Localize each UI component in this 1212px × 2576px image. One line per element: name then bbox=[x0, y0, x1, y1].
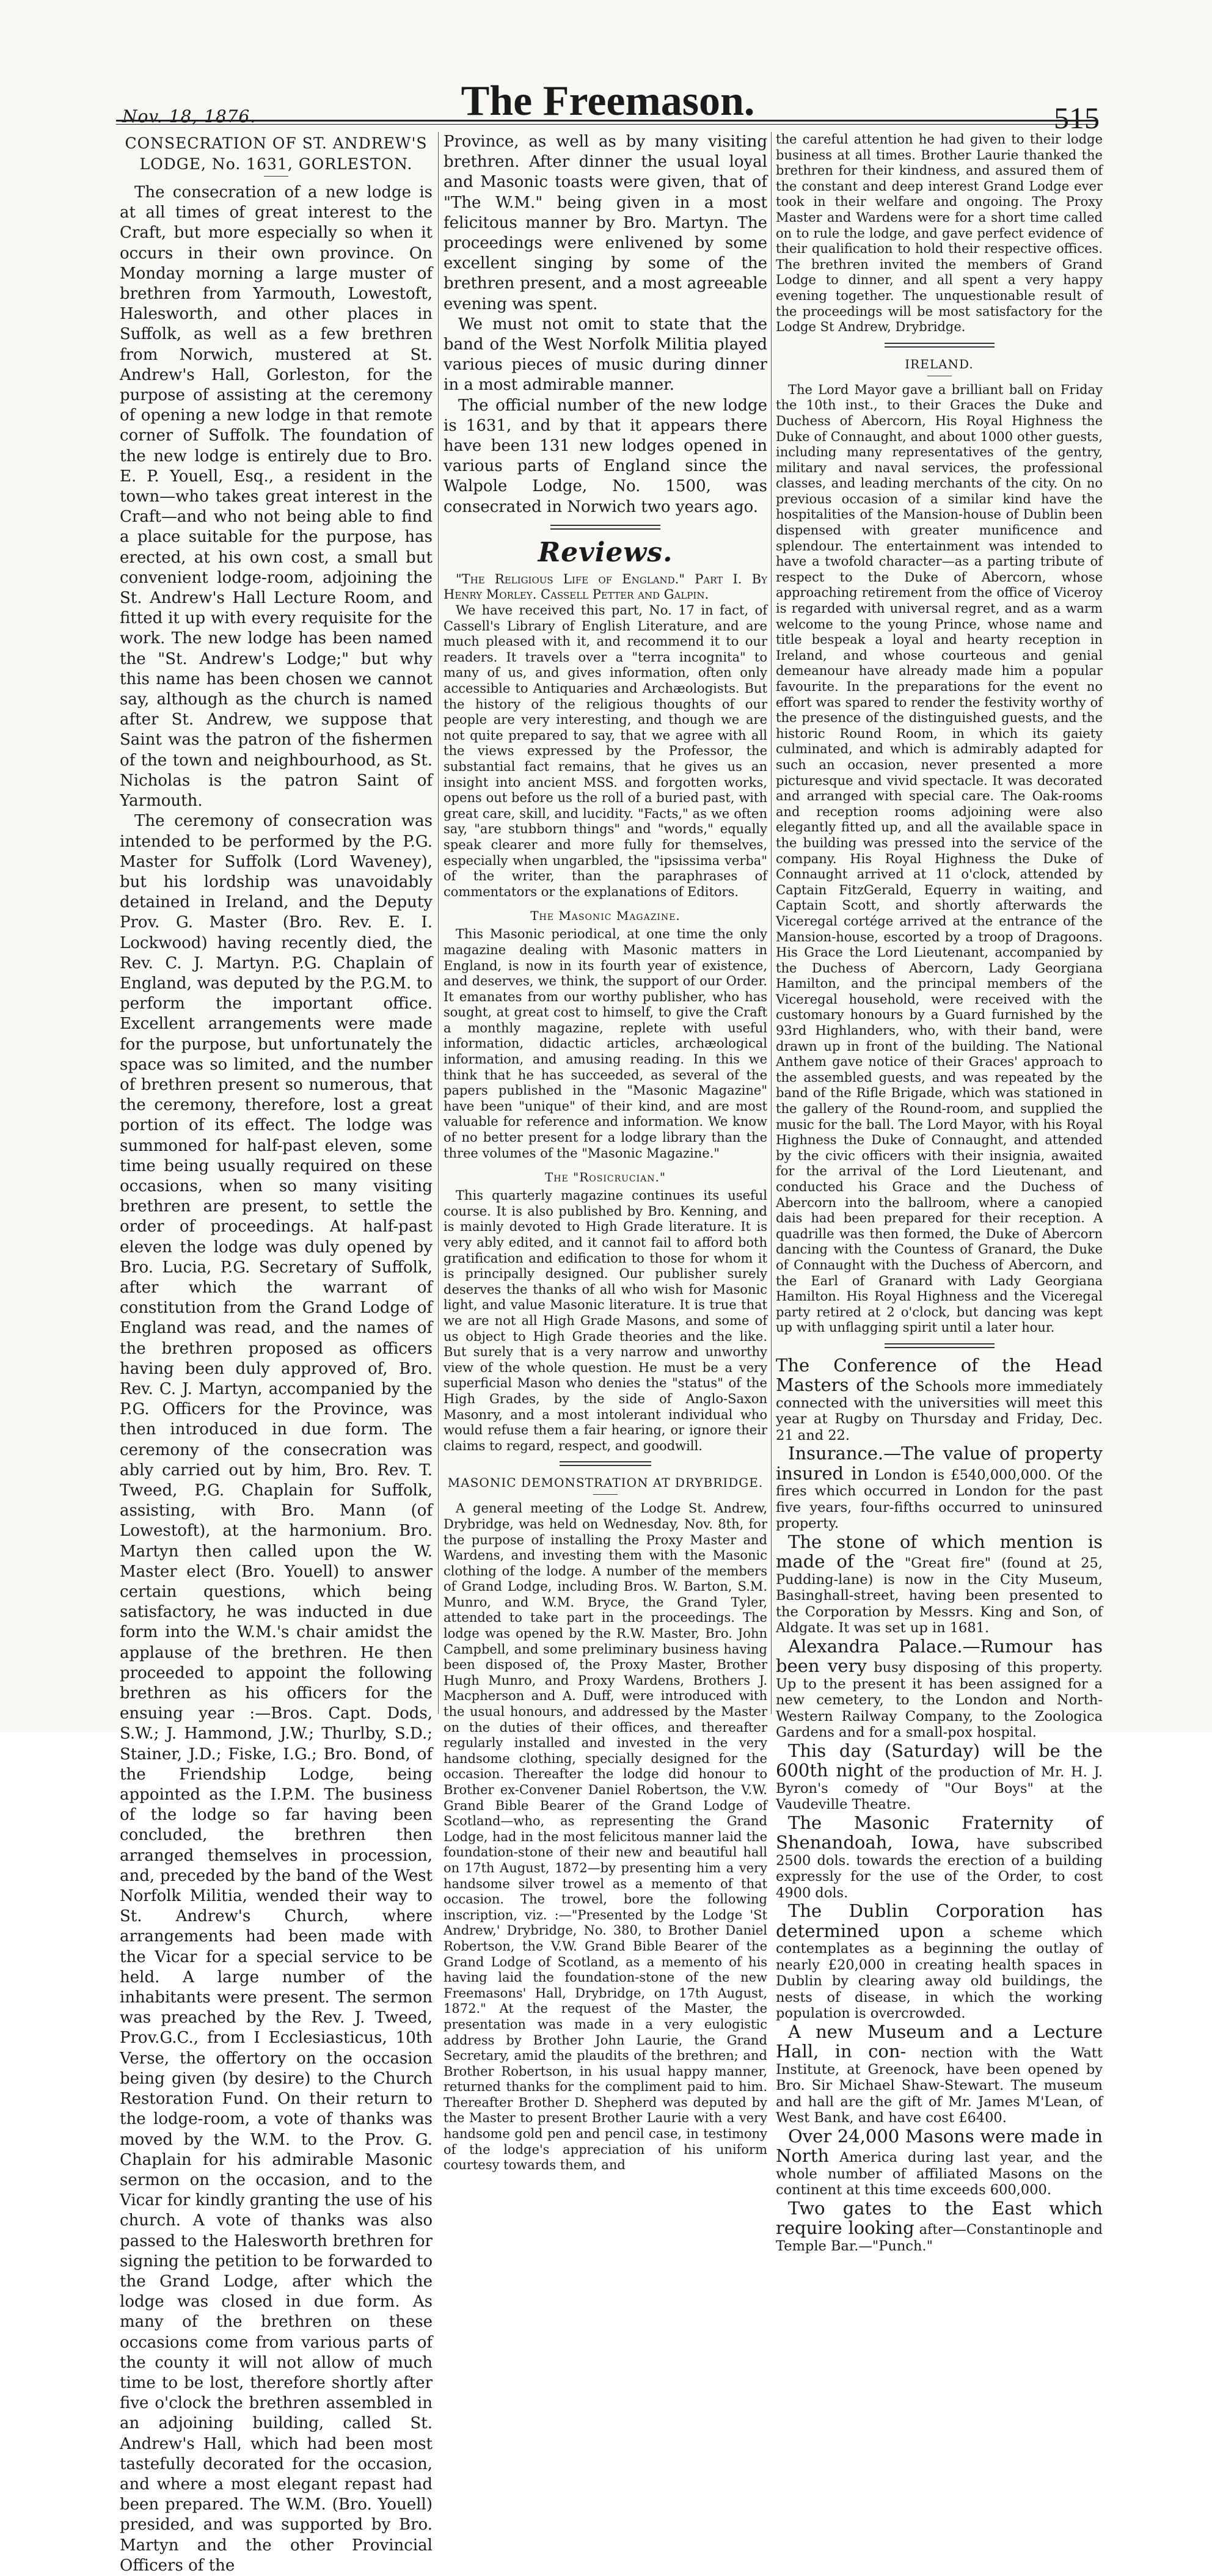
news-item-text: a scheme which contemplates as a beginning the outlay of nearly £20,000 in creating health spaces in Dublin by clearing away old buildings, the nests of disease, in which the working population is overcrowded. bbox=[776, 1924, 1103, 2022]
masthead-rule-thin bbox=[116, 124, 1097, 125]
news-item-lead: Insurance.—The value of property insured in bbox=[776, 1443, 1103, 1484]
news-item-lead: The Masonic Fraternity of Shenandoah, Iowa, bbox=[776, 1812, 1103, 1853]
news-item bbox=[776, 2022, 1103, 2126]
news-item-text: "Great fire" (found at 25, Pudding-lane) is now in the City Museum, Basinghall-street, having been presented to the Corporation by Messrs. King and Son, of Aldgate. It was set up in 1681. bbox=[776, 1555, 1103, 1636]
news-item-text: America during last year, and the whole number of affiliated Masons on the continent at this time exceeds 600,000. bbox=[776, 2150, 1103, 2198]
news-item bbox=[776, 2126, 1103, 2198]
news-item-text: Schools more immediately connected with the universities will meet this year at Rugby on Thursday and Friday, Dec. 21 and 22. bbox=[776, 1379, 1103, 1443]
news-item bbox=[776, 1636, 1103, 1741]
news-item-lead: This day (Saturday) will be the 600th night bbox=[776, 1740, 1103, 1781]
column-divider bbox=[438, 132, 439, 1714]
news-item bbox=[776, 1813, 1103, 1902]
news-items bbox=[776, 1356, 1103, 2255]
news-item-lead: Over 24,000 Masons were made in North bbox=[776, 2125, 1103, 2167]
double-rule bbox=[885, 1343, 995, 1348]
double-rule bbox=[560, 1461, 651, 1466]
review-title: The Masonic Magazine. bbox=[530, 908, 681, 924]
double-rule bbox=[885, 343, 995, 348]
article-paragraph: The official number of the new lodge is 1631, and by that it appears there have been 131 new lodges opened in various parts of England since the Walpole Lodge, No. 1500, was consecrated in Norwich two years ago. bbox=[444, 396, 767, 516]
news-item-text: have subscribed 2500 dols. towards the erection of a building expressly for the use of the Order, to cost 4900 dols. bbox=[776, 1836, 1103, 1901]
masthead-rule bbox=[116, 120, 1097, 122]
article-heading: MASONIC DEMONSTRATION AT DRYBRIDGE. bbox=[447, 1475, 764, 1491]
column-divider bbox=[771, 132, 772, 1714]
review-body: This Masonic periodical, at one time the only magazine dealing with Masonic matters in England, is now in its fourth year of existence, and deserves, we think, the support of our Order. It emanates from our worthy publisher, who has sought, at great cost to himself, to give the Craft a monthly magazine, replete with useful information, didactic articles, archæological information, and amusing reading. In this we think that he has succeeded, as several of the papers published in the "Masonic Magazine" have been "unique" of their kind, and are most valuable for reference and information. We know of no better present for a lodge library than the three volumes of the "Masonic Magazine." bbox=[444, 927, 767, 1161]
newspaper-title: The Freemason. bbox=[461, 78, 755, 125]
article-heading-line2: LODGE, No. 1631, GORLESTON. bbox=[139, 155, 413, 173]
news-item-text: after—Constantinople and Temple Bar.—"Punch." bbox=[776, 2222, 1103, 2254]
news-item-lead: Two gates to the East which require looking bbox=[776, 2197, 1103, 2239]
column-2 bbox=[444, 132, 767, 2173]
news-item-lead: The stone of which mention is made of the bbox=[776, 1531, 1103, 1572]
review-body: We have received this part, No. 17 in fact, of Cassell's Library of English Literature, and are much pleased with it, and recommend it to our readers. It travels over a "terra incognita" to many of us, and gives information, often only accessible to Antiquaries and Archæologists. But the history of the religious thoughts of our people are very interesting, and though we are not quite prepared to say, that we agree with all the views expressed by the Professor, the substantial fact remains, that he gives us an insight into ancient MSS. and forgotten works, opens out before us the roll of a buried past, with great care, skill, and lucidity. "Facts," as we often say, "are stubborn things" and "words," equally speak clearer and more fully for themselves, especially when ungarbled, the "ipsissima verba" of the writer, than the paraphrases of commentators or the explanations of Editors. bbox=[444, 603, 767, 899]
news-item-text: busy disposing of this property. Up to the present it has been assigned for a new cemetery, to the London and North-Western Railway Company, to the Zoologica Gardens and for a small-pox hospital. bbox=[776, 1660, 1103, 1741]
masthead bbox=[116, 72, 1100, 135]
column-1 bbox=[120, 132, 433, 2575]
news-item-lead: Alexandra Palace.—Rumour has been very bbox=[776, 1635, 1103, 1677]
review-title: "The Religious Life of England." Part I. By Henry Morley. Cassell Petter and Galpin. bbox=[444, 571, 767, 602]
article-paragraph: Province, as well as by many visiting brethren. After dinner the usual loyal and Masonic toasts were given, that of "The W.M." being given in a most felicitous manner by Bro. Martyn. The proceedings were enlivened by some excellent singing by some of the brethren present, and a most agreeable evening was spent. bbox=[444, 133, 767, 313]
news-item-lead: The Conference of the Head Masters of the bbox=[776, 1354, 1103, 1396]
news-item bbox=[776, 1356, 1103, 1444]
news-item bbox=[776, 2198, 1103, 2255]
news-item bbox=[776, 1532, 1103, 1636]
news-item-lead: A new Museum and a Lecture Hall, in con- bbox=[776, 2021, 1103, 2062]
article-heading: CONSECRATION OF ST. ANDREW'S bbox=[125, 134, 428, 152]
review-title: The "Rosicrucian." bbox=[544, 1170, 666, 1185]
news-item bbox=[776, 1741, 1103, 1813]
double-rule bbox=[550, 525, 660, 530]
news-item-lead: The Dublin Corporation has determined upon bbox=[776, 1900, 1103, 1941]
column-3 bbox=[776, 132, 1103, 2254]
issue-date: Nov. 18, 1876. bbox=[122, 106, 257, 126]
article-heading: IRELAND. bbox=[905, 356, 974, 371]
news-item bbox=[776, 1443, 1103, 1532]
article-paragraph: the careful attention he had given to their lodge business at all times. Brother Laurie thanked the brethren for their kindness, and assured them of the constant and deep interest Grand Lodge ever took in their welfare and ongoing. The Proxy Master and Wardens were for a short time called on to rule the lodge, and gave perfect evidence of their qualification to hold their respective offices. The brethren invited the members of Grand Lodge to dinner, and all spent a very happy evening together. The unquestionable result of the proceedings will be most satisfactory for the Lodge St Andrew, Drybridge. bbox=[776, 132, 1103, 335]
news-item-text: London is £540,000,000. Of the fires which occurred in London for the past five years, four-fifths occurred to uninsured property. bbox=[776, 1467, 1103, 1532]
article-paragraph: The consecration of a new lodge is at all times of great interest to the Craft, but more especially so when it occurs in their own province. On Monday morning a large muster of brethren from Yarmouth, Lowestoft, Halesworth, and other places in Suffolk, as well as a few brethren from Norwich, mustered at St. Andrew's Hall, Gorleston, for the purpose of assisting at the ceremony of opening a new lodge in that remote corner of Suffolk. The foundation of the new lodge is entirely due to Bro. E. P. Youell, Esq., a resident in the town—who takes great interest in the Craft—and who not being able to find a place suitable for the purpose, has erected, at his own cost, a small but convenient lodge-room, adjoining the St. Andrew's Hall Lecture Room, and fitted it up with every requisite for the work. The new lodge has been named the "St. Andrew's Lodge;" but why this name has been chosen we cannot say, although as the church is named after St. Andrew, we suppose that Saint was the patron of the fishermen of the town and neighbourhood, as St. Nicholas is the patron Saint of Yarmouth. bbox=[120, 183, 433, 811]
page-number: 515 bbox=[1054, 101, 1100, 135]
dash-rule bbox=[593, 1494, 618, 1495]
reviews-heading: Reviews. bbox=[538, 536, 673, 568]
news-item-text: of the production of Mr. H. J. Byron's comedy of "Our Boys" at the Vaudeville Theatre. bbox=[776, 1764, 1103, 1813]
dash-rule bbox=[264, 176, 288, 177]
review-body: This quarterly magazine continues its useful course. It is also published by Bro. Kenning, and is mainly devoted to High Grade literature. It is very ably edited, and it cannot fail to afford both gratification and edification to those for whom it is principally designed. Our publisher surely deserves the thanks of all who wish for Masonic light, and value Masonic literature. It is true that we are not all High Grade Masons, and some of us object to High Grade theories and the like. But surely that is a very narrow and unworthy view of the whole question. He must be a very superficial Mason who denies the "status" of the High Grades, by the side of Anglo-Saxon Masonry, and a most intolerant individual who would refuse them a fair hearing, or ignore their claims to regard, respect, and goodwill. bbox=[444, 1188, 767, 1453]
article-paragraph: The Lord Mayor gave a brilliant ball on Friday the 10th inst., to their Graces the Duke and Duchess of Abercorn, His Royal Highness the Duke of Connaught, and about 1000 other guests, including many representatives of the gentry, military and naval services, the professional classes, and leading merchants of the city. On no previous occasion of a similar kind have the hospitalities of the Mansion-house of Dublin been dispensed with greater munificence and splendour. The entertainment was intended to have a twofold character—as a parting tribute of respect to the Duke of Abercorn, whose approaching retirement from the office of Viceroy is regarded with universal regret, and as a warm welcome to the young Prince, whose name and title bespeak a loyal and hearty reception in Ireland, and whose courteous and genial demeanour have already made him a popular favourite. In the preparations for the event no effort was spared to render the festivity worthy of the presence of the distinguished guests, and the historic Round Room, in which its gaiety culminated, and which is admirably adapted for such an occasion, never presented a more picturesque and vivid spectacle. It was decorated and arranged with special care. The Oak-rooms and reception rooms adjoining were also elegantly fitted up, and all the available space in the building was pressed into the service of the company. His Royal Highness the Duke of Connaught arrived at 11 o'clock, attended by Captain FitzGerald, Equerry in waiting, and Captain Scott, and shortly afterwards the Viceregal cortége arrived at the entrance of the Mansion-house, escorted by a troop of Dragoons. His Grace the Lord Lieutenant, accompanied by the Duchess of Abercorn, Lady Georgiana Hamilton, and the principal members of the Viceregal household, were received with the customary honours by a Guard furnished by the 93rd Highlanders, who, with their band, were drawn up in front of the building. The National Anthem gave notice of their Graces' approach to the assembled guests, and was repeated by the band of the Rifle Brigade, which was stationed in the gallery of the Round-room, and supplied the music for the ball. The Lord Mayor, with his Royal Highness the Duke of Connaught, and attended by the civic officers with their insignia, awaited for the arrival of the Lord Lieutenant, and conducted his Grace and the Duchess of Abercorn into the ballroom, where a canopied dais had been prepared for their reception. A quadrille was then formed, the Duke of Abercorn dancing with the Countess of Granard, the Duke of Connaught with the Duchess of Abercorn, and the Earl of Granard with Lady Georgiana Hamilton. His Royal Highness and the Viceregal party retired at 2 o'clock, but dancing was kept up with unflagging spirit until a later hour. bbox=[776, 382, 1103, 1335]
article-paragraph: The ceremony of consecration was intended to be performed by the P.G. Master for Suffolk (Lord Waveney), but his lordship was unavoidably detained in Ireland, and the Deputy Prov. G. Master (Bro. Rev. E. I. Lockwood) having recently died, the Rev. C. J. Martyn. P.G. Chaplain of England, was deputed by the P.G.M. to perform the important office. Excellent arrangements were made for the purpose, but unfortunately the space was so limited, and the number of brethren present so numerous, that the ceremony, therefore, lost a great portion of its effect. The lodge was summoned for half-past eleven, some time being usually required on these occasions, when so many visiting brethren are present, to settle the order of proceedings. At half-past eleven the lodge was duly opened by Bro. Lucia, P.G. Secretary of Suffolk, after which the warrant of constitution from the Grand Lodge of England was read, and the names of the brethren proposed as officers having been duly approved of, Bro. Rev. C. J. Martyn, accompanied by the P.G. Officers for the Province, was then introduced in due form. The ceremony of the consecration was ably carried out by him, Bro. Rev. T. Tweed, P.G. Chaplain for Suffolk, assisting, with Bro. Mann (of Lowestoft), at the harmonium. Bro. Martyn then called upon the W. Master elect (Bro. Youell) to answer certain questions, which being satisfactory, he was inducted in due form into the W.M.'s chair amidst the applause of the brethren. He then proceeded to appoint the following brethren as his officers for the ensuing year :—Bros. Capt. Dods, S.W.; J. Hammond, J.W.; Thurlby, S.D.; Stainer, J.D.; Fiske, I.G.; Bro. Bond, of the Friendship Lodge, being appointed as the I.P.M. The business of the lodge so far having been concluded, the brethren then arranged themselves in procession, and, preceded by the band of the West Norfolk Militia, wended their way to St. Andrew's Church, where arrangements had been made with the Vicar for a special service to be held. A large number of the inhabitants were present. The sermon was preached by the Rev. J. Tweed, Prov.G.C., from I Ecclesiasticus, 10th Verse, the offertory on the occasion being given (by desire) to the Church Restoration Fund. On their return to the lodge-room, a vote of thanks was moved by the W.M. to the Prov. G. Chaplain for his admirable Masonic sermon on the occasion, and to the Vicar for kindly granting the use of his church. A vote of thanks was also passed to the Halesworth brethren for signing the petition to be forwarded to the Grand Lodge, after which the lodge was closed in due form. As many of the brethren on these occasions come from various parts of the county it will not allow of much time to be lost, therefore shortly after five o'clock the brethren assembled in an adjoining building, called St. Andrew's Hall, which had been most tastefully decorated for the occasion, and where a most elegant repast had been prepared. The W.M. (Bro. Youell) presided, and was supported by Bro. Martyn and the other Provincial Officers of the bbox=[120, 812, 433, 2575]
news-item-text: nection with the Watt Institute, at Greenock, have been opened by Bro. Sir Michael Shaw-Stewart. The museum and hall are the gift of Mr. James M'Lean, of West Bank, and have cost £6400. bbox=[776, 2045, 1103, 2126]
article-paragraph: We must not omit to state that the band of the West Norfolk Militia played various pieces of music during dinner in a most admirable manner. bbox=[444, 315, 767, 395]
news-item bbox=[776, 1901, 1103, 2022]
article-paragraph: A general meeting of the Lodge St. Andrew, Drybridge, was held on Wednesday, Nov. 8th, for the purpose of installing the Proxy Master and Wardens, and investing them with the Masonic clothing of the lodge. A number of the members of Grand Lodge, including Bros. W. Barton, S.M. Munro, and W.M. Bryce, the Grand Tyler, attended to take part in the proceedings. The lodge was opened by the R.W. Master, Bro. John Campbell, and some preliminary business having been disposed of, the Proxy Master, Brother Hugh Munro, and Proxy Wardens, Brothers J. Macpherson and A. Duff, were introduced with the usual honours, and addressed by the Master on the duties of their offices, and thereafter regularly installed and invested in the very handsome clothing, specially designed for the occasion. Thereafter the lodge did honour to Brother ex-Convener Daniel Robertson, the V.W. Grand Bible Bearer of the Grand Lodge of Scotland—who, as representing the Grand Lodge, had in the most felicitous manner laid the foundation-stone of their new and beautiful hall on 17th August, 1872—by presenting him a very handsome silver trowel as a memento of that occasion. The trowel, bore the following inscription, viz. :—"Presented by the Lodge 'St Andrew,' Drybridge, No. 380, to Brother Daniel Robertson, the V.W. Grand Bible Bearer of the Grand Lodge of Scotland, as a memento of his having laid the foundation-stone of the new Freemasons' Hall, Drybridge, on 17th August, 1872." At the request of the Master, the presentation was made in a very eulogistic address by Brother John Laurie, the Grand Secretary, amid the plaudits of the brethren; and Brother Robertson, in his usual happy manner, returned thanks for the compliment paid to him. Thereafter Brother D. Shepherd was deputed by the Master to present Brother Laurie with a very handsome gold pen and pencil case, in testimony of the lodge's appreciation of his uniform courtesy towards them, and bbox=[444, 1501, 767, 2173]
